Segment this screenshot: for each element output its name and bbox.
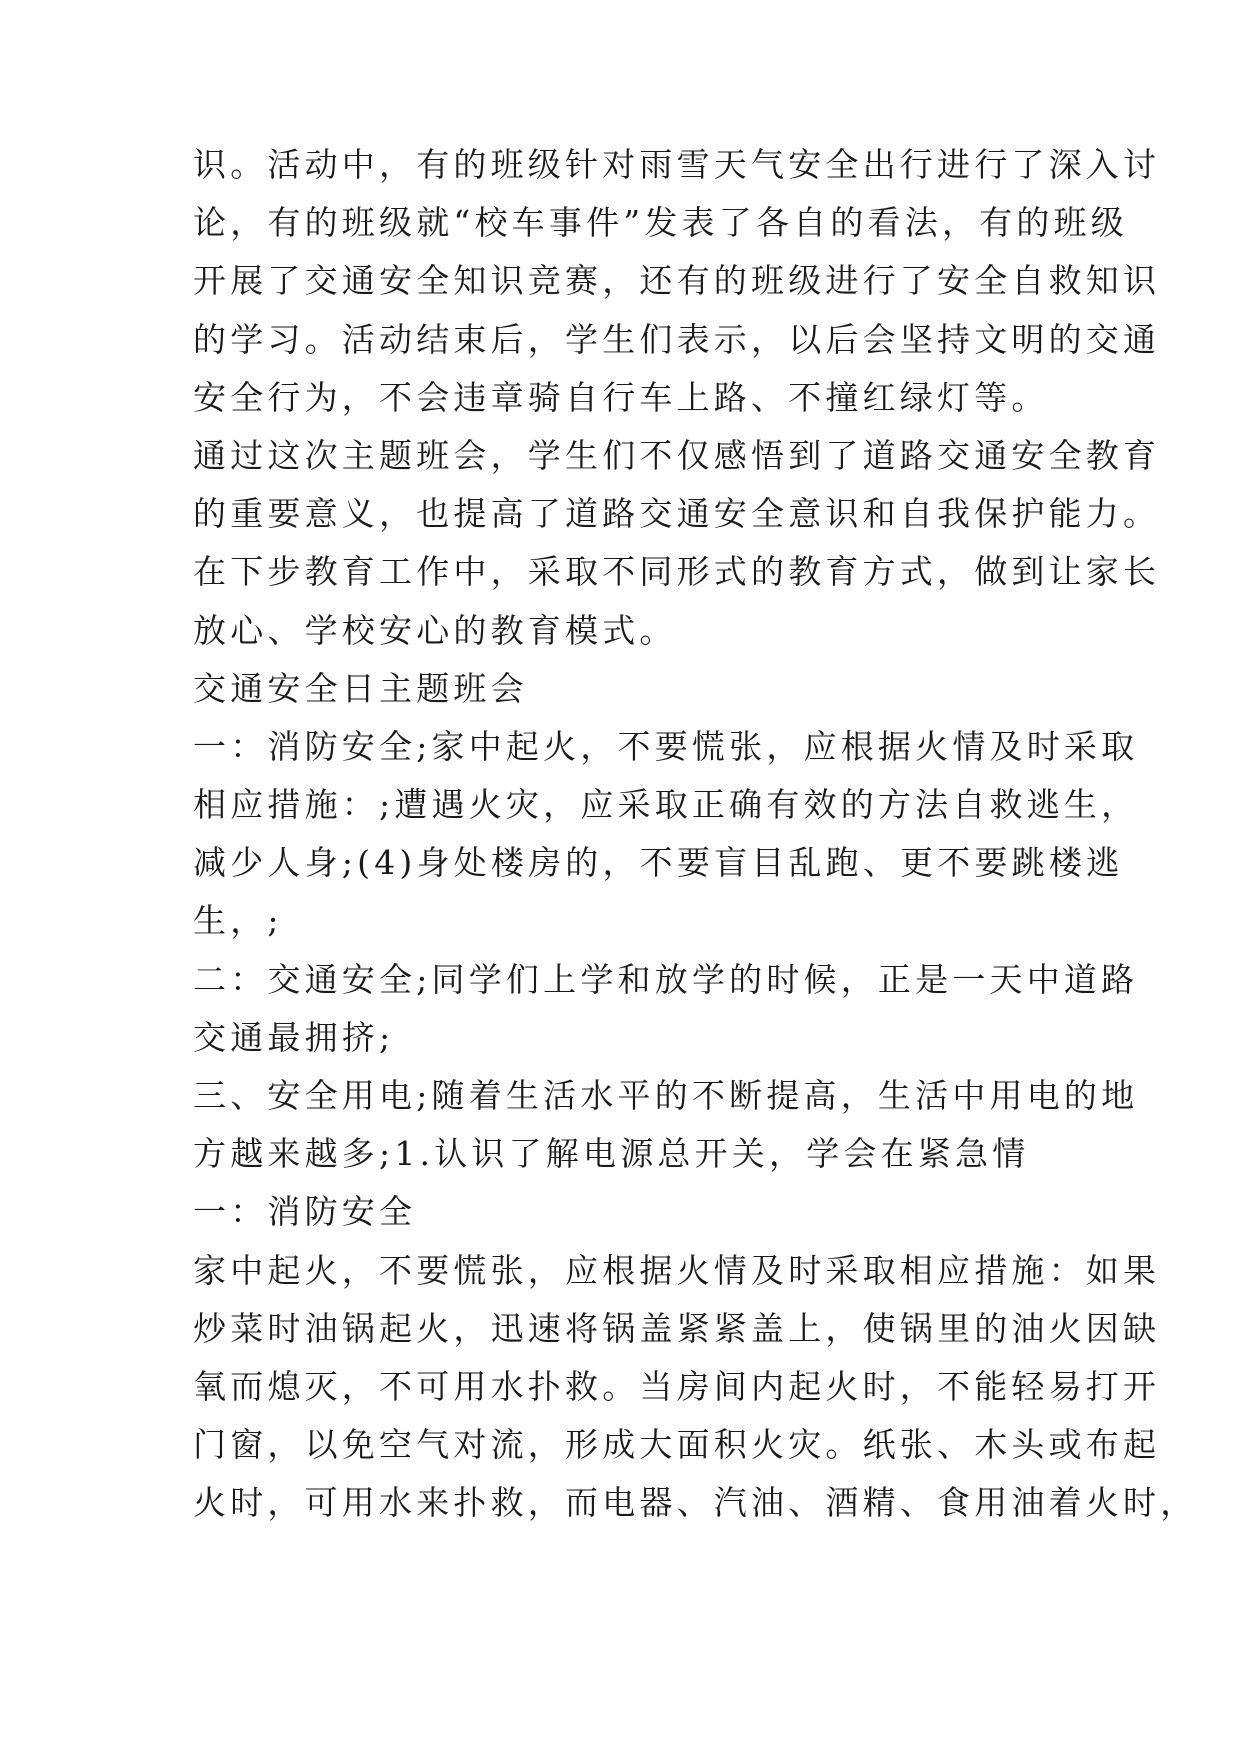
text-line: 交通最拥挤; — [193, 1017, 395, 1057]
text-line: 安全行为，不会违章骑自行车上路、不撞红绿灯等。 — [193, 377, 1049, 417]
text-line: 三、安全用电;随着生活水平的不断提高，生活中用电的地 — [193, 1076, 1139, 1115]
text-line: 通过这次主题班会，学生们不仅感悟到了道路交通安全教育 — [193, 435, 1161, 475]
text-line: 识。活动中，有的班级针对雨雪天气安全出行进行了深入讨 — [193, 145, 1161, 184]
document-body — [193, 136, 1198, 1533]
section-heading: 一：消防安全 — [193, 1192, 417, 1232]
text-line: 的学习。活动结束后，学生们表示，以后会坚持文明的交通 — [193, 319, 1161, 359]
text-line: 火时，可用水来扑救，而电器、汽油、酒精、食用油着火时， — [193, 1483, 1198, 1523]
text-line: 相应措施：;遭遇火灾，应采取正确有效的方法自救逃生， — [193, 785, 1139, 825]
text-line: 的重要意义，也提高了道路交通安全意识和自我保护能力。 — [193, 494, 1161, 534]
text-line: 一：消防安全;家中起火，不要慌张，应根据火情及时采取 — [193, 726, 1139, 766]
text-line: 家中起火，不要慌张，应根据火情及时采取相应措施：如果 — [193, 1250, 1161, 1290]
section-heading: 交通安全日主题班会 — [193, 668, 528, 708]
text-line: 方越来越多;1.认识了解电源总开关，学会在紧急情 — [193, 1134, 1030, 1174]
text-line: 炒菜时油锅起火，迅速将锅盖紧紧盖上，使锅里的油火因缺 — [193, 1308, 1161, 1348]
text-line: 二：交通安全;同学们上学和放学的时候，正是一天中道路 — [193, 959, 1139, 999]
text-line: 论，有的班级就“校车事件”发表了各自的看法，有的班级 — [193, 203, 1128, 243]
text-line: 放心、学校安心的教育模式。 — [193, 610, 677, 650]
text-line: 开展了交通安全知识竞赛，还有的班级进行了安全自救知识 — [193, 261, 1161, 301]
text-line: 在下步教育工作中，采取不同形式的教育方式，做到让家长 — [193, 552, 1161, 592]
text-line: 生，; — [193, 901, 283, 941]
text-line: 门窗，以免空气对流，形成大面积火灾。纸张、木头或布起 — [193, 1425, 1161, 1465]
text-line: 减少人身;(4)身处楼房的，不要盲目乱跑、更不要跳楼逃 — [193, 843, 1124, 883]
text-line: 氧而熄灭，不可用水扑救。当房间内起火时，不能轻易打开 — [193, 1366, 1161, 1406]
